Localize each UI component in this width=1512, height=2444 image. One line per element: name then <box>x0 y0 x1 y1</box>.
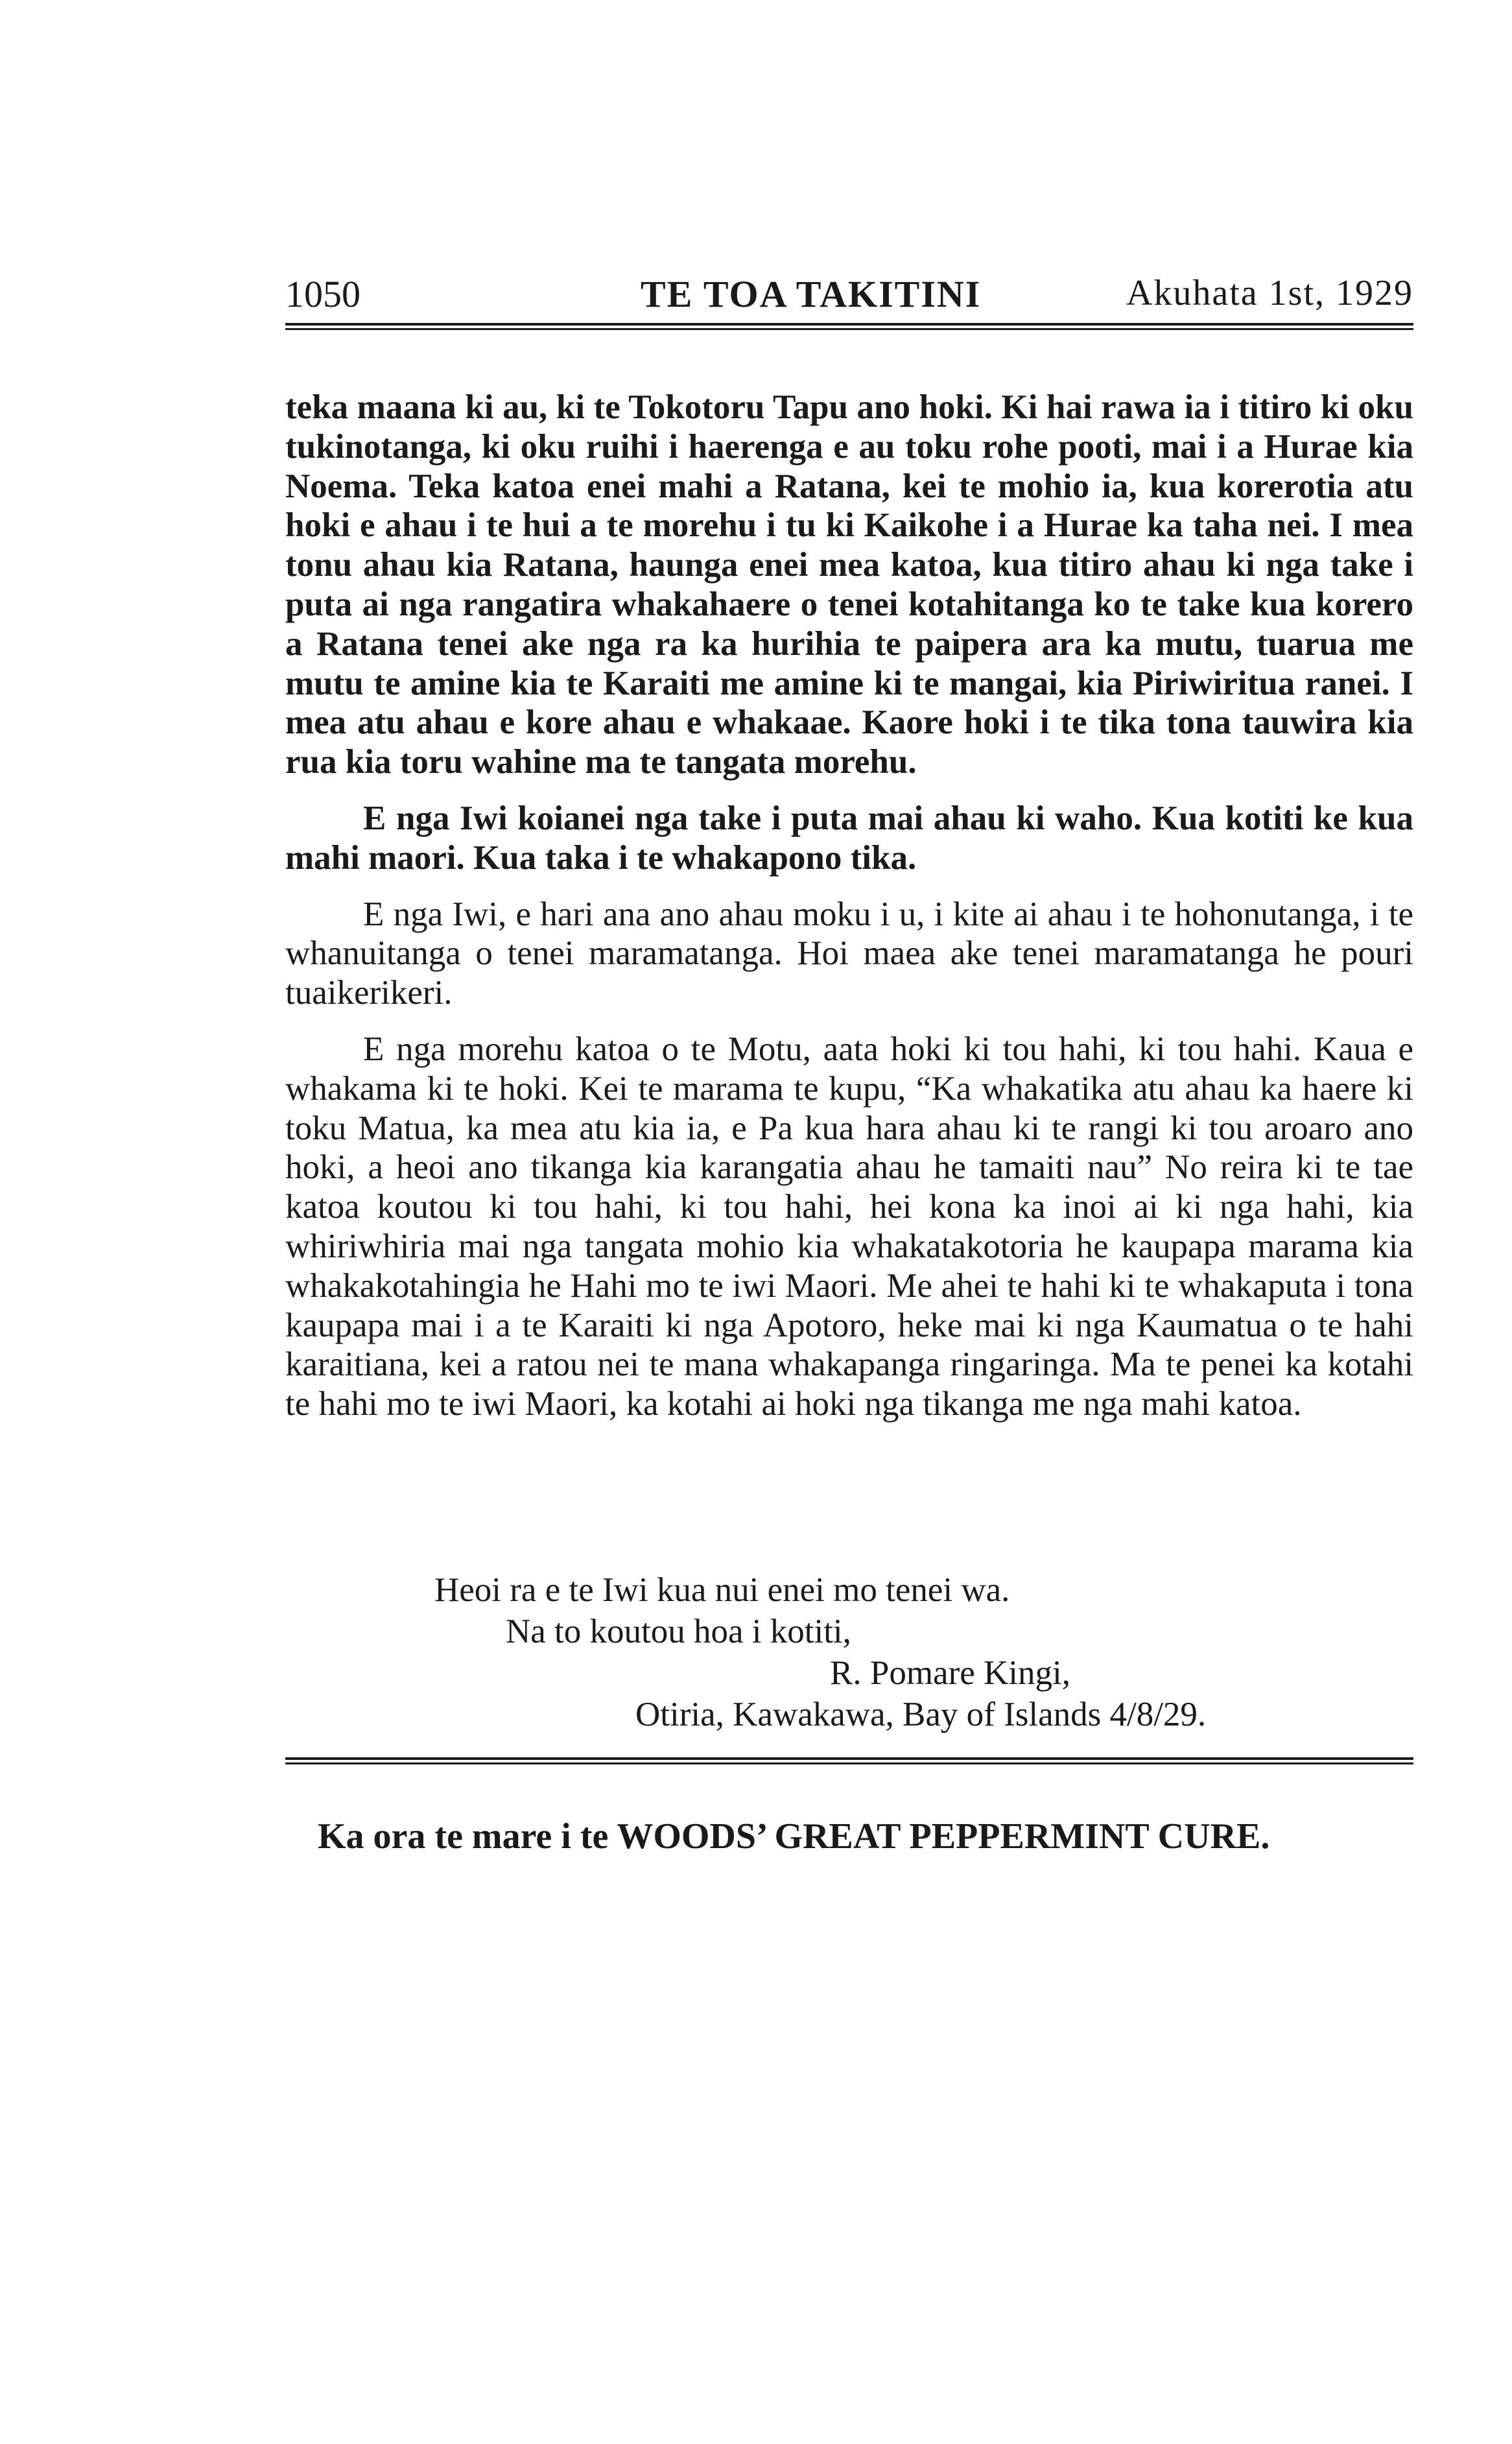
closing-line: Na to koutou hoa i kotiti, <box>506 1613 851 1650</box>
page-header <box>285 272 1413 324</box>
issue-date: Akuhata 1st, 1929 <box>1126 273 1413 313</box>
address: Otiria, Kawakawa, Bay of Islands 4/8/29. <box>635 1696 1207 1733</box>
advertisement: Ka ora te mare i te WOODS’ GREAT PEPPERMINT CURE. <box>318 1816 1270 1857</box>
article-paragraph: E nga Iwi, e hari ana ano ahau moku i u, i kite ai ahau i te hohonutanga, i te whanuitanga o tenei maramatanga. Hoi maea ake tenei maramatanga he pouri tuaikerikeri. <box>285 895 1413 1012</box>
article-paragraph: E nga Iwi koianei nga take i puta mai ahau ki waho. Kua kotiti ke kua mahi maori. Kua taka i te whakapono tika. <box>285 799 1413 877</box>
article-paragraph: E nga morehu katoa o te Motu, aata hoki ki tou hahi, ki tou hahi. Kaua e whakama ki te hoki. Kei te marama te kupu, “Ka whakatika atu ahau ka haere ki toku Matua, ka mea atu kia ia, e Pa kua hara ahau ki te rangi ki tou aroaro ano hoki, a heoi ano tikanga kia karangatia ahau he tamaiti nau” No reira ki te tae katoa koutou ki tou hahi, ki tou hahi, hei kona ka inoi ai ki nga hahi, kia whiriwhiria mai nga tangata mohio kia whakatakotoria he kaupapa marama kia whakakotahingia he Hahi mo te iwi Maori. Me ahei te hahi ki te whakaputa i tona kaupapa mai i a te Karaiti ki nga Apotoro, heke mai ki nga Kaumatua o te hahi karaitiana, kei a ratou nei te mana whakapanga ringaringa. Ma te penei ka kotahi te hahi mo te iwi Maori, ka kotahi ai hoki nga tikanga me nga mahi katoa. <box>285 1030 1413 1423</box>
article-paragraph: teka maana ki au, ki te Tokotoru Tapu ano hoki. Ki hai rawa ia i titiro ki oku tukinotanga, ki oku ruihi i haerenga e au toku rohe pooti, mai i a Hurae kia Noema. Teka katoa enei mahi a Ratana, kei te mohio ia, kua korerotia atu hoki e ahau i te hui a te morehu i tu ki Kaikohe i a Hurae ka taha nei. I mea tonu ahau kia Ratana, haunga enei mea katoa, kua titiro ahau ki nga take i puta ai nga rangatira whakahaere o tenei kotahitanga ko te take kua korero a Ratana tenei ake nga ra ka hurihia te paipera ara ka mutu, tuarua me mutu te amine kia te Karaiti me amine ki te mangai, kia Piriwiritua ranei. I mea atu ahau e kore ahau e whakaae. Kaore hoki i te tika tona tauwira kia rua kia toru wahine ma te tangata morehu. <box>285 388 1413 781</box>
letter-closing <box>285 1569 1413 1735</box>
footer-rule <box>285 1757 1413 1764</box>
header-rule <box>285 323 1413 330</box>
signature: R. Pomare Kingi, <box>830 1654 1070 1692</box>
journal-title: TE TOA TAKITINI <box>641 273 982 315</box>
page-number: 1050 <box>285 273 360 315</box>
article-body <box>285 388 1413 1424</box>
closing-line: Heoi ra e te Iwi kua nui enei mo tenei wa. <box>434 1571 1010 1609</box>
